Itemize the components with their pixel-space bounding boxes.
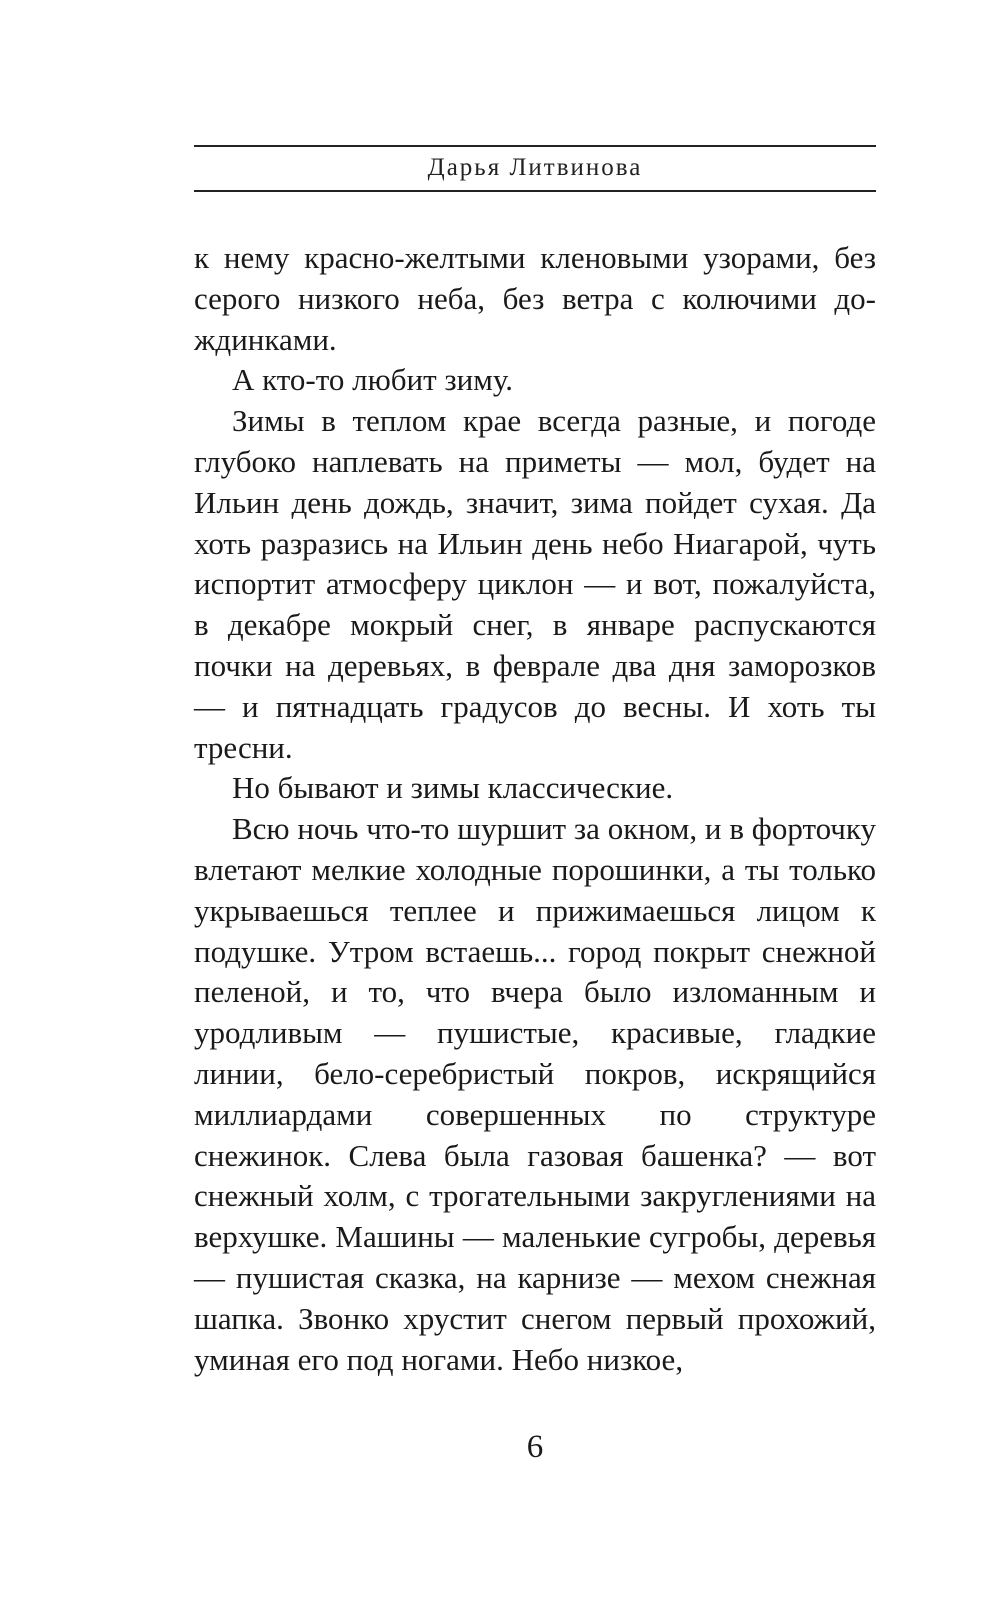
body-text	[194, 238, 876, 1380]
page-number: 6	[526, 1429, 544, 1465]
paragraph: А кто-то любит зиму.	[232, 362, 514, 398]
paragraph: Но бывают и зимы классические.	[232, 770, 674, 806]
paragraph: к нему красно-желтыми кленовыми узорами, без серого низкого неба, без ветра с колючими дождинками.	[194, 240, 876, 357]
paragraph: Всю ночь что-то шуршит за окном, и в форточку влетают мелкие холодные порошинки, а ты только укрываешься теплее и прижимаешься лицом к подушке. Утром встаешь... город покрыт снежной пеленой, и то, что вчера было изломанным и уродливым — пушистые, красивые, гладкие линии, бело-серебристый покров, искрящийся миллиардами совершенных по структуре снежинок. Слева была газовая башенка? — вот снежный холм, с трогательными закруглениями на верхушке. Машины — маленькие сугробы, деревья — пушистая сказка, на карнизе — мехом снежная шапка. Звонко хрустит снегом первый прохожий, уминая его под ногами. Небо низкое,	[194, 811, 876, 1377]
paragraph: Зимы в теплом крае всегда разные, и погоде глубоко наплевать на приметы — мол, будет на Ильин день дождь, значит, зима пойдет сухая. Да хоть разразись на Ильин день небо Ниагарой, чуть испортит атмосферу циклон — и вот, пожалуйста, в декабре мокрый снег, в январе распускаются почки на деревьях, в феврале два дня заморозков — и пятнадцать градусов до весны. И хоть ты тресни.	[194, 403, 876, 765]
running-head: Дарья Литвинова	[427, 154, 643, 181]
header-bottom-rule	[194, 190, 876, 192]
header-top-rule	[194, 145, 876, 147]
